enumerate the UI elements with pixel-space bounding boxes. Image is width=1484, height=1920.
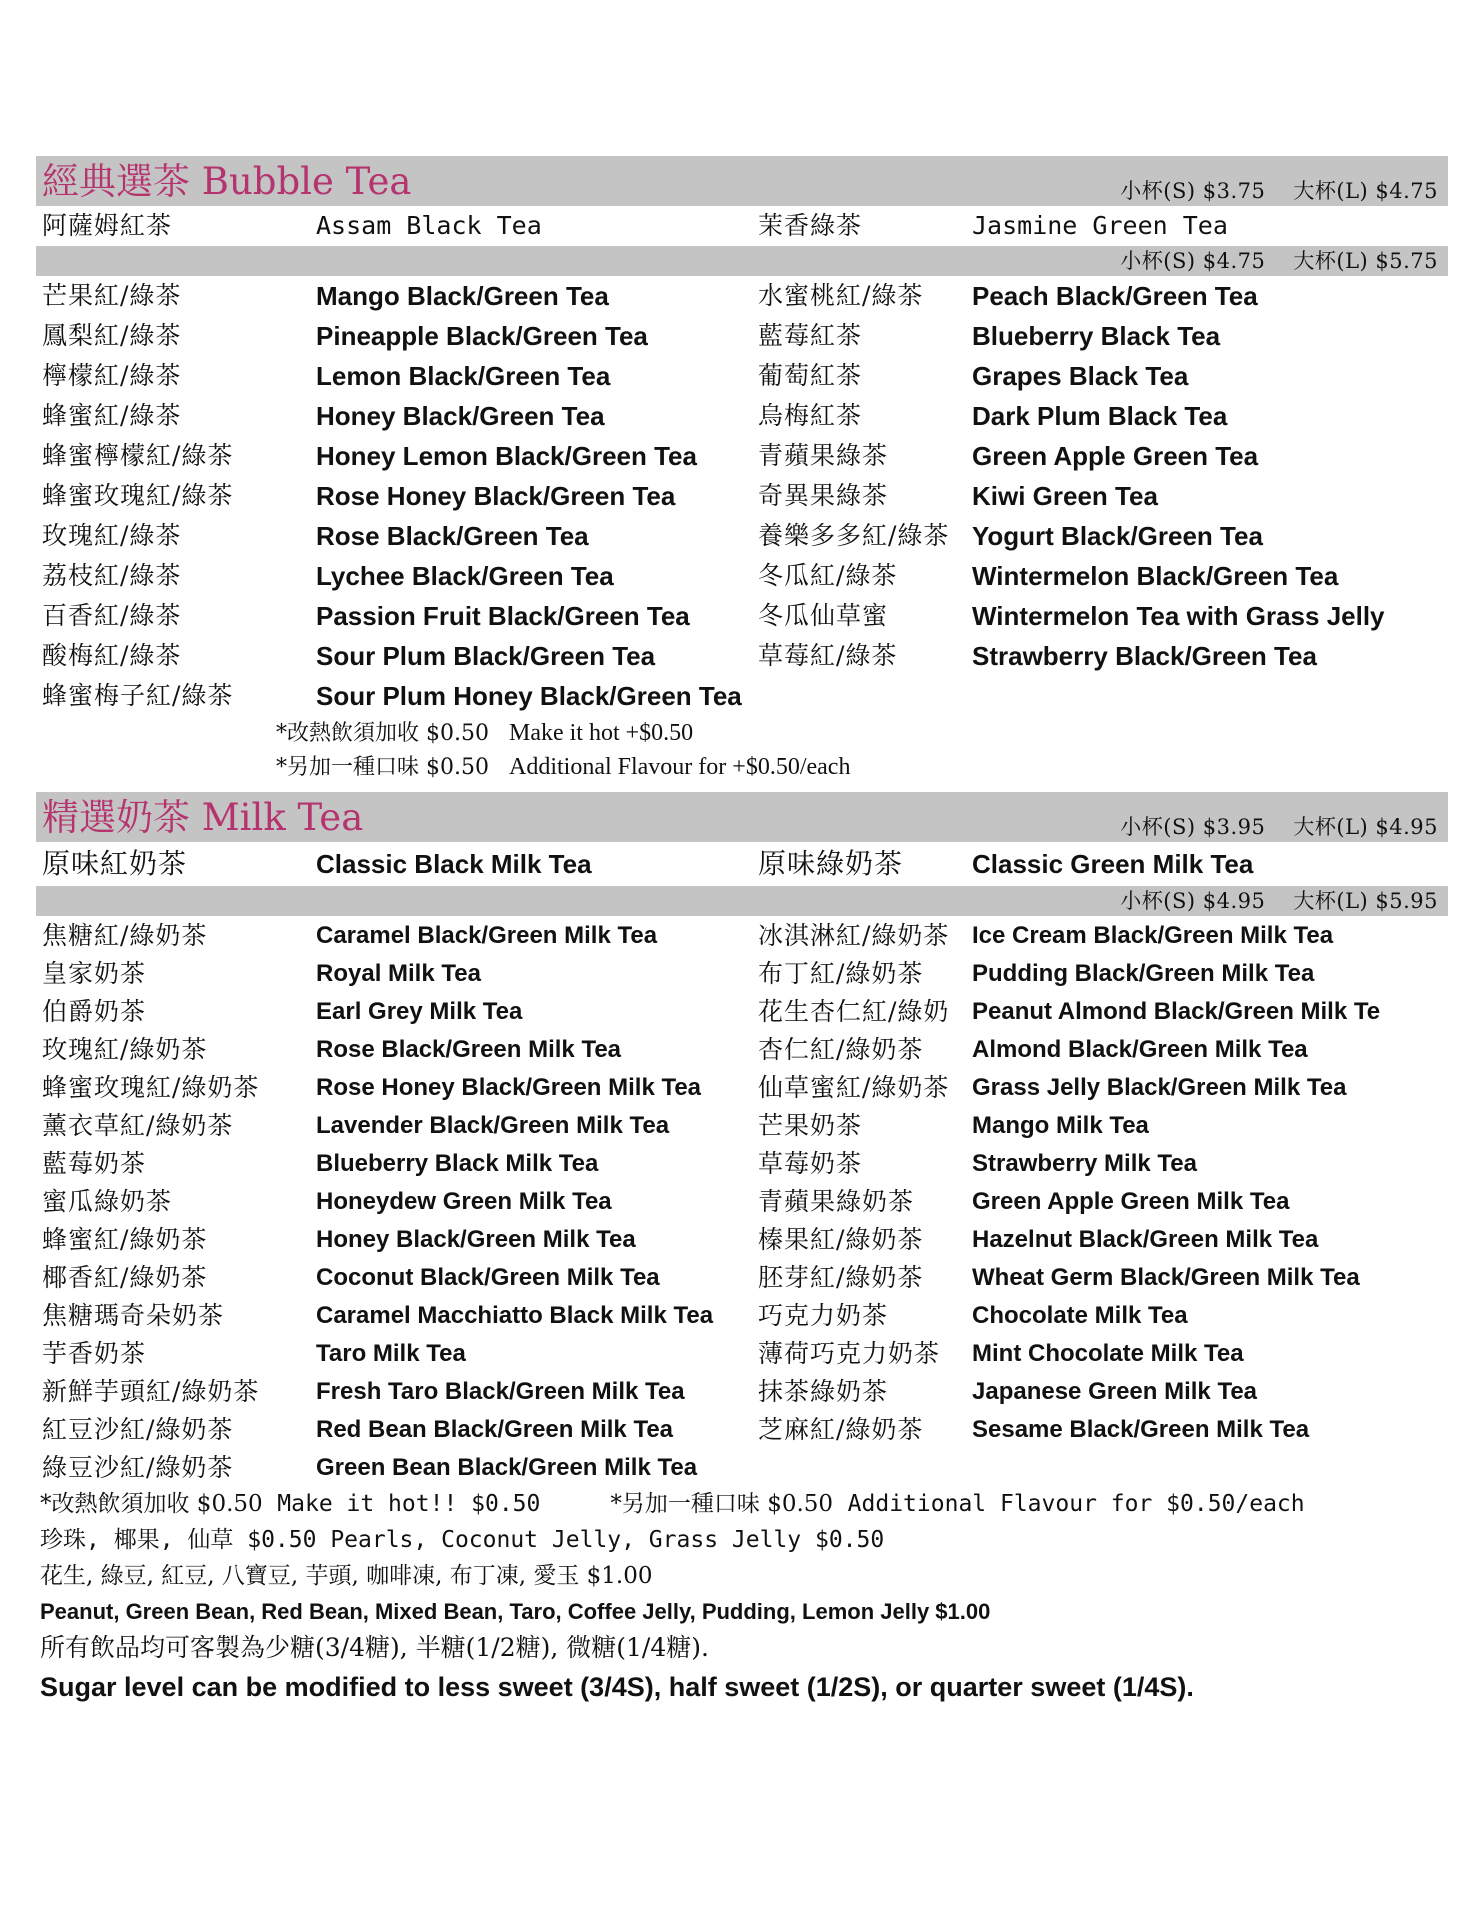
item-zh: 芝麻紅/綠奶茶: [758, 1415, 924, 1444]
milk-tea-header: [36, 792, 1448, 842]
item-zh: 百香紅/綠茶: [42, 601, 182, 630]
price-small: 小杯(S) $4.95: [1120, 889, 1266, 913]
item-en: Honeydew Green Milk Tea: [316, 1188, 612, 1215]
item-zh: 焦糖瑪奇朵奶茶: [42, 1301, 225, 1330]
item-zh: 冬瓜紅/綠茶: [758, 561, 898, 590]
item-zh: 杏仁紅/綠奶茶: [758, 1035, 924, 1064]
item-en: Honey Black/Green Tea: [316, 401, 605, 431]
item-en: Grass Jelly Black/Green Milk Tea: [972, 1074, 1347, 1101]
menu-row: [36, 476, 1448, 516]
item-zh: 焦糖紅/綠奶茶: [42, 921, 208, 950]
menu-row: [36, 676, 1448, 716]
item-en: Almond Black/Green Milk Tea: [972, 1036, 1308, 1063]
milk-tea-base-price: [1120, 812, 1448, 842]
item-en: Classic Green Milk Tea: [972, 849, 1254, 879]
footer-sugar-zh: 所有飲品均可客製為少糖(3/4糖), 半糖(1/2糖), 微糖(1/4糖).: [40, 1633, 709, 1662]
item-en: Rose Honey Black/Green Milk Tea: [316, 1074, 702, 1101]
item-zh: 芋香奶茶: [42, 1339, 147, 1368]
item-zh: 伯爵奶茶: [42, 997, 147, 1026]
item-en: Passion Fruit Black/Green Tea: [316, 601, 690, 631]
item-zh: 水蜜桃紅/綠茶: [758, 281, 924, 310]
item-zh: 檸檬紅/綠茶: [42, 361, 182, 390]
menu-row: [36, 206, 1448, 246]
price-small: 小杯(S) $3.95: [1120, 815, 1266, 839]
item-zh: 烏梅紅茶: [758, 401, 863, 430]
item-en: Lavender Black/Green Milk Tea: [316, 1112, 670, 1139]
item-en: Taro Milk Tea: [316, 1340, 466, 1367]
item-zh: 原味綠奶茶: [758, 847, 904, 880]
item-en: Honey Lemon Black/Green Tea: [316, 441, 697, 471]
menu-row: [36, 1068, 1448, 1106]
item-zh: 酸梅紅/綠茶: [42, 641, 182, 670]
item-zh: 蜂蜜玫瑰紅/綠茶: [42, 481, 234, 510]
item-zh: 花生杏仁紅/綠奶: [758, 997, 950, 1026]
menu-row: [36, 1182, 1448, 1220]
item-zh: 青蘋果綠茶: [758, 441, 889, 470]
item-en: Blueberry Black Tea: [972, 321, 1221, 351]
item-zh: 藍莓奶茶: [42, 1149, 147, 1178]
item-zh: 胚芽紅/綠奶茶: [758, 1263, 924, 1292]
item-zh: 鳳梨紅/綠茶: [42, 321, 182, 350]
item-en: Mango Black/Green Tea: [316, 281, 609, 311]
footer-flavour-zh: *另加一種口味 $0.50: [610, 1491, 834, 1517]
item-en: Japanese Green Milk Tea: [972, 1378, 1258, 1405]
item-zh: 抹茶綠奶茶: [758, 1377, 889, 1406]
item-en: Peanut Almond Black/Green Milk Te: [972, 998, 1381, 1025]
item-zh: 巧克力奶茶: [758, 1301, 889, 1330]
menu-row: [36, 596, 1448, 636]
item-en: Grapes Black Tea: [972, 361, 1189, 391]
menu-row: [36, 842, 1448, 886]
footer-toppings-premium-zh: 花生, 綠豆, 紅豆, 八寶豆, 芋頭, 咖啡凍, 布丁凍, 愛玉 $1.00: [40, 1563, 653, 1589]
item-zh: 青蘋果綠奶茶: [758, 1187, 915, 1216]
item-zh: 冬瓜仙草蜜: [758, 601, 889, 630]
item-zh: 葡萄紅茶: [758, 361, 863, 390]
item-en: Rose Black/Green Tea: [316, 521, 589, 551]
menu-row: [36, 1106, 1448, 1144]
item-en: Fresh Taro Black/Green Milk Tea: [316, 1378, 685, 1405]
item-zh: 紅豆沙紅/綠奶茶: [42, 1415, 234, 1444]
footer-toppings-premium-en: Peanut, Green Bean, Red Bean, Mixed Bean, Taro, Coffee Jelly, Pudding, Lemon Jelly $1.00: [40, 1599, 991, 1624]
menu-row: [36, 1334, 1448, 1372]
price-large: 大杯(L) $4.95: [1293, 815, 1438, 839]
footer-hot-zh: *改熱飲須加收 $0.50: [40, 1491, 263, 1517]
menu-row: [36, 916, 1448, 954]
menu-row: [36, 1448, 1448, 1486]
item-zh: 蜂蜜檸檬紅/綠茶: [42, 441, 234, 470]
menu-page: [36, 156, 1448, 1708]
bubble-tea-title: 經典選茶 Bubble Tea: [42, 160, 412, 203]
bubble-tea-flavour-price: [36, 246, 1448, 276]
item-zh: 椰香紅/綠奶茶: [42, 1263, 208, 1292]
item-zh: 蜜瓜綠奶茶: [42, 1187, 173, 1216]
item-en: Blueberry Black Milk Tea: [316, 1150, 599, 1177]
item-zh: 藍莓紅茶: [758, 321, 863, 350]
menu-row: [36, 396, 1448, 436]
menu-row: [36, 1144, 1448, 1182]
item-en: Wheat Germ Black/Green Milk Tea: [972, 1264, 1360, 1291]
item-en: Kiwi Green Tea: [972, 481, 1158, 511]
item-zh: 仙草蜜紅/綠奶茶: [758, 1073, 950, 1102]
item-en: Rose Honey Black/Green Tea: [316, 481, 676, 511]
bubble-tea-list: [36, 276, 1448, 716]
bubble-tea-header: [36, 156, 1448, 206]
item-en: Sour Plum Honey Black/Green Tea: [316, 681, 742, 711]
menu-row: [36, 356, 1448, 396]
item-zh: 草莓奶茶: [758, 1149, 863, 1178]
footer-flavour-en: Additional Flavour for $0.50/each: [847, 1491, 1305, 1517]
item-zh: 奇異果綠茶: [758, 481, 889, 510]
item-en: Peach Black/Green Tea: [972, 281, 1258, 311]
footer-extras-line: [36, 1486, 1448, 1522]
item-en: Strawberry Black/Green Tea: [972, 641, 1317, 671]
item-zh: 冰淇淋紅/綠奶茶: [758, 921, 950, 950]
item-zh: 阿薩姆紅茶: [42, 211, 173, 240]
item-en: Wintermelon Black/Green Tea: [972, 561, 1339, 591]
menu-row: [36, 516, 1448, 556]
item-en: Coconut Black/Green Milk Tea: [316, 1264, 660, 1291]
item-zh: 新鮮芋頭紅/綠奶茶: [42, 1377, 260, 1406]
price-large: 大杯(L) $5.95: [1293, 889, 1438, 913]
item-zh: 布丁紅/綠奶茶: [758, 959, 924, 988]
footer-sugar-en: Sugar level can be modified to less sweet (3/4S), half sweet (1/2S), or quarter sweet (1/4S).: [40, 1672, 1194, 1702]
item-en: Chocolate Milk Tea: [972, 1302, 1188, 1329]
item-en: Honey Black/Green Milk Tea: [316, 1226, 636, 1253]
item-en: Caramel Macchiatto Black Milk Tea: [316, 1302, 714, 1329]
item-en: Rose Black/Green Milk Tea: [316, 1036, 622, 1063]
menu-row: [36, 556, 1448, 596]
item-en: Yogurt Black/Green Tea: [972, 521, 1263, 551]
item-zh: 榛果紅/綠奶茶: [758, 1225, 924, 1254]
item-en: Wintermelon Tea with Grass Jelly: [972, 601, 1385, 631]
item-zh: 蜂蜜玫瑰紅/綠奶茶: [42, 1073, 260, 1102]
item-zh: 荔枝紅/綠茶: [42, 561, 182, 590]
item-zh: 養樂多多紅/綠茶: [758, 521, 950, 550]
item-en: Green Apple Green Tea: [972, 441, 1259, 471]
price-large: 大杯(L) $4.75: [1293, 179, 1438, 203]
menu-row: [36, 636, 1448, 676]
flavour-note: [36, 750, 1448, 784]
item-zh: 芒果奶茶: [758, 1111, 863, 1140]
item-zh: 皇家奶茶: [42, 959, 147, 988]
item-zh: 芒果紅/綠茶: [42, 281, 182, 310]
item-zh: 蜂蜜梅子紅/綠茶: [42, 681, 234, 710]
item-zh: 薄荷巧克力奶茶: [758, 1339, 941, 1368]
item-en: Ice Cream Black/Green Milk Tea: [972, 922, 1334, 949]
item-en: Caramel Black/Green Milk Tea: [316, 922, 658, 949]
milk-tea-list: [36, 916, 1448, 1486]
item-zh: 茉香綠茶: [758, 211, 863, 240]
item-en: Mint Chocolate Milk Tea: [972, 1340, 1244, 1367]
item-en: Classic Black Milk Tea: [316, 849, 592, 879]
price-small: 小杯(S) $3.75: [1120, 179, 1266, 203]
item-zh: 蜂蜜紅/綠奶茶: [42, 1225, 208, 1254]
price-small: 小杯(S) $4.75: [1120, 249, 1266, 273]
item-en: Assam Black Tea: [316, 211, 542, 240]
footer-toppings-basic: 珍珠, 椰果, 仙草 $0.50 Pearls, Coconut Jelly, Grass Jelly $0.50: [40, 1527, 885, 1553]
bubble-tea-base-price: [1120, 176, 1448, 206]
menu-row: [36, 1220, 1448, 1258]
menu-row: [36, 954, 1448, 992]
menu-row: [36, 316, 1448, 356]
item-en: Mango Milk Tea: [972, 1112, 1149, 1139]
menu-row: [36, 1258, 1448, 1296]
menu-row: [36, 1372, 1448, 1410]
flavour-note-en: Additional Flavour for +$0.50/each: [508, 754, 851, 780]
item-zh: 玫瑰紅/綠奶茶: [42, 1035, 208, 1064]
item-en: Green Bean Black/Green Milk Tea: [316, 1454, 698, 1481]
menu-row: [36, 276, 1448, 316]
item-en: Pineapple Black/Green Tea: [316, 321, 648, 351]
item-en: Lemon Black/Green Tea: [316, 361, 611, 391]
menu-row: [36, 1410, 1448, 1448]
milk-tea-title: 精選奶茶 Milk Tea: [42, 796, 364, 839]
item-zh: 玫瑰紅/綠茶: [42, 521, 182, 550]
item-en: Green Apple Green Milk Tea: [972, 1188, 1290, 1215]
item-en: Strawberry Milk Tea: [972, 1150, 1197, 1177]
item-en: Sesame Black/Green Milk Tea: [972, 1416, 1310, 1443]
hot-note: [36, 716, 1448, 750]
item-zh: 蜂蜜紅/綠茶: [42, 401, 182, 430]
menu-row: [36, 992, 1448, 1030]
menu-row: [36, 1296, 1448, 1334]
menu-row: [36, 1030, 1448, 1068]
item-en: Jasmine Green Tea: [972, 211, 1228, 240]
hot-note-zh: *改熱飲須加收 $0.50: [276, 721, 489, 746]
hot-note-en: Make it hot +$0.50: [508, 720, 694, 746]
item-en: Sour Plum Black/Green Tea: [316, 641, 656, 671]
flavour-note-zh: *另加一種口味 $0.50: [276, 755, 489, 780]
item-zh: 綠豆沙紅/綠奶茶: [42, 1453, 234, 1482]
item-zh: 草莓紅/綠茶: [758, 641, 898, 670]
item-en: Dark Plum Black Tea: [972, 401, 1228, 431]
item-en: Royal Milk Tea: [316, 960, 481, 987]
item-en: Hazelnut Black/Green Milk Tea: [972, 1226, 1319, 1253]
item-en: Earl Grey Milk Tea: [316, 998, 523, 1025]
menu-row: [36, 436, 1448, 476]
item-en: Red Bean Black/Green Milk Tea: [316, 1416, 674, 1443]
footer-hot-en: Make it hot!! $0.50: [277, 1491, 541, 1517]
item-en: Pudding Black/Green Milk Tea: [972, 960, 1315, 987]
price-large: 大杯(L) $5.75: [1293, 249, 1438, 273]
item-zh: 薰衣草紅/綠奶茶: [42, 1111, 234, 1140]
milk-tea-flavour-price: [36, 886, 1448, 916]
item-en: Lychee Black/Green Tea: [316, 561, 614, 591]
item-zh: 原味紅奶茶: [42, 847, 188, 880]
